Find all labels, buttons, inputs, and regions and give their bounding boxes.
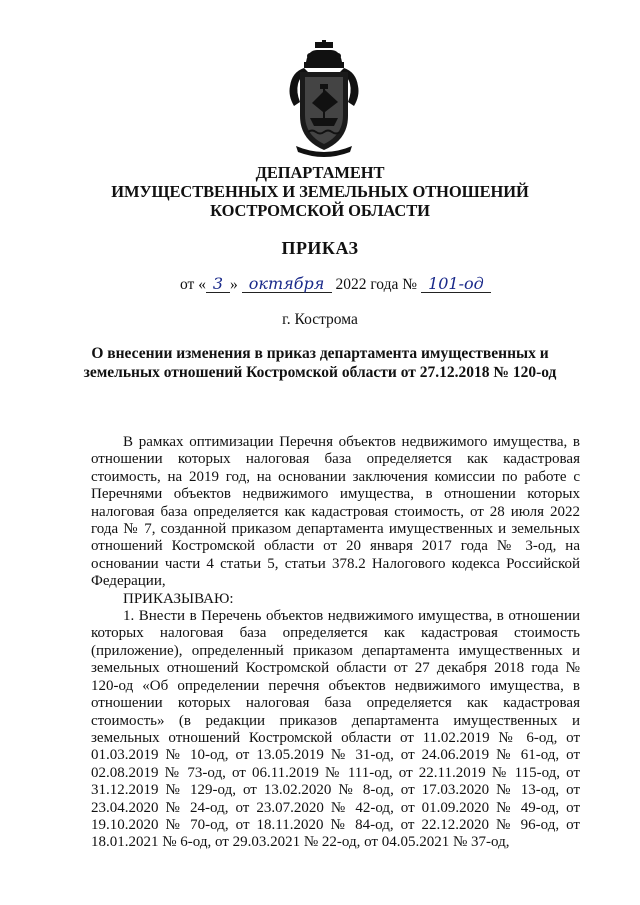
body-paragraph-1: В рамках оптимизации Перечня объектов недвижимого имущества, в отношении которых налоговая база определяется как кадастровая стоимость, на 2019 год, на основании заключения комиссии по работе с Перечнями объектов недвижимого имущества, в отношении которых налоговая база определяется как кадастровая стоимость, от 28 июля 2022 года № 7, созданной приказом департамента имущественных и земельных отношений Костромской области от 20 января 2017 года № 3-од, на основании части 4 статьи 5, статьи 378.2 Налогового кодекса Российской Федерации,	[91, 434, 580, 590]
department-line-2: ИМУЩЕСТВЕННЫХ И ЗЕМЕЛЬНЫХ ОТНОШЕНИЙ	[111, 182, 529, 201]
date-year: 2022 года №	[335, 276, 418, 293]
department-line-3: КОСТРОМСКОЙ ОБЛАСТИ	[210, 201, 430, 220]
subject-line-2: земельных отношений Костромской области от 27.12.2018 № 120-од	[83, 364, 557, 381]
order-word: ПРИКАЗЫВАЮ:	[123, 590, 234, 607]
handwritten-order-number: 101-од	[421, 275, 491, 293]
body-paragraph-2: 1. Внести в Перечень объектов недвижимого имущества, в отношении которых налоговая база определяется как кадастровая стоимость (приложение), определенный приказом департамента имущественных и земельных отношений Костромской области от 27 декабря 2018 года № 120-од «Об определении перечня объектов недвижимого имущества, в отношении которых налоговая база определяется как кадастровая стоимость» (в редакции приказов департамента имущественных и земельных отношений Костромской области от 11.02.2019 № 6-од, от 01.03.2019 № 10-од, от 13.05.2019 № 31-од, от 24.06.2019 № 61-од, от 02.08.2019 № 73-од, от 06.11.2019 № 111-од, от 22.11.2019 № 115-од, от 31.12.2019 № 129-од, от 13.02.2020 № 8-од, от 17.03.2020 № 13-од, от 23.04.2020 № 24-од, от 23.07.2020 № 42-од, от 01.09.2020 № 49-од, от 19.10.2020 № 70-од, от 18.11.2020 № 84-од, от 22.12.2020 № 96-од, от 18.01.2021 № 6-од, от 29.03.2021 № 22-од, от 04.05.2021 № 37-од,	[91, 608, 580, 851]
subject-line-1: О внесении изменения в приказ департамента имущественных и	[91, 345, 549, 362]
order-date-line	[180, 275, 491, 294]
order-title: ПРИКАЗ	[281, 238, 359, 258]
date-prefix: от «	[180, 276, 206, 293]
department-line-1: ДЕПАРТАМЕНТ	[255, 163, 385, 182]
handwritten-month: октября	[242, 275, 332, 293]
kostroma-coat-of-arms-icon	[284, 40, 364, 160]
date-mid: »	[229, 276, 238, 293]
order-subject	[0, 344, 640, 382]
city-name: г. Кострома	[282, 311, 358, 328]
order-body	[91, 434, 580, 852]
handwritten-day: 3	[206, 275, 230, 293]
department-heading	[0, 163, 640, 220]
